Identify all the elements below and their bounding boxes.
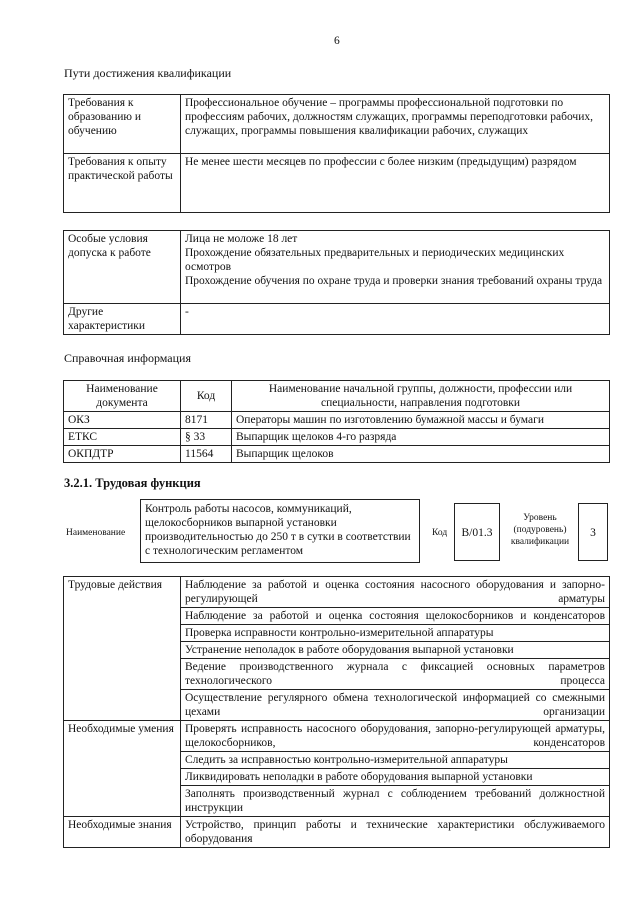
condition-item: Прохождение обязательных предварительных и периодических медицинских осмотров (185, 247, 565, 273)
code-box (454, 503, 500, 561)
table-cell-value: Не менее шести месяцев по профессии с более низким (предыдущим) разрядом (181, 154, 610, 213)
table-cell: ОКЗ (64, 412, 181, 429)
table-row (64, 95, 610, 154)
admission-table (63, 230, 610, 335)
action-item: Осуществление регулярного обмена технологической информацией со смежными цехами организации (181, 690, 610, 721)
actions-label: Трудовые действия (64, 577, 181, 721)
level-value: 3 (590, 527, 596, 539)
function-details-table (63, 576, 610, 848)
header-cell: Наименование начальной группы, должности, профессии или специальности, направления подготовки (232, 381, 610, 412)
table-cell-label: Требования к образованию и обучению (64, 95, 181, 154)
function-name-label: Наименование (66, 528, 126, 538)
action-item: Наблюдение за работой и оценка состояния насосного оборудования и запорно-регулирующей арматуры (181, 577, 610, 608)
action-item: Ведение производственного журнала с фиксацией основных параметров технологического процесса (181, 659, 610, 690)
condition-item: Прохождение обучения по охране труда и проверки знания требований охраны труда (185, 275, 603, 287)
table-cell-label: Особые условия допуска к работе (64, 231, 181, 304)
table-cell-value: - (181, 304, 610, 335)
table-cell: Выпарщик щелоков 4-го разряда (232, 429, 610, 446)
skill-item: Следить за исправностью контрольно-измерительной аппаратуры (181, 752, 610, 769)
table-cell: ЕТКС (64, 429, 181, 446)
table-cell-value: Профессиональное обучение – программы профессиональной подготовки по профессиям рабочих, должностям служащих, программы переподготовки рабочих, служащих, программы повышения квалификации рабочих, служащих (181, 95, 610, 154)
action-item: Наблюдение за работой и оценка состояния щелокосборников и конденсаторов (181, 608, 610, 625)
table-row (64, 304, 610, 335)
page-number: 6 (334, 35, 340, 47)
table-header-row (64, 381, 610, 412)
knowledge-item: Устройство, принцип работы и технические характеристики обслуживаемого оборудования (181, 817, 610, 848)
skill-item: Ликвидировать неполадки в работе оборудования выпарной установки (181, 769, 610, 786)
table-row (64, 412, 610, 429)
header-cell: Наименование документа (64, 381, 181, 412)
table-row (64, 721, 610, 752)
table-cell: § 33 (181, 429, 232, 446)
header-cell: Код (181, 381, 232, 412)
table-cell: Выпарщик щелоков (232, 446, 610, 463)
table-row (64, 429, 610, 446)
function-title: 3.2.1. Трудовая функция (64, 476, 201, 490)
level-box (578, 503, 608, 561)
skills-label: Необходимые умения (64, 721, 181, 817)
function-name-box (140, 499, 420, 563)
table-cell: 8171 (181, 412, 232, 429)
table-cell-value (181, 231, 610, 304)
table-row (64, 817, 610, 848)
table-cell: 11564 (181, 446, 232, 463)
skill-item: Заполнять производственный журнал с соблюдением требований должностной инструкции (181, 786, 610, 817)
action-item: Проверка исправности контрольно-измерительной аппаратуры (181, 625, 610, 642)
reference-title: Справочная информация (64, 351, 191, 365)
reference-table (63, 380, 610, 463)
code-label: Код (432, 528, 448, 538)
function-name-value: Контроль работы насосов, коммуникаций, щелокосборников выпарной установки производительностью до 250 т в сутки в соответствии с технологическим регламентом (145, 503, 411, 557)
table-row (64, 446, 610, 463)
table-cell-label: Требования к опыту практической работы (64, 154, 181, 213)
knowledge-label: Необходимые знания (64, 817, 181, 848)
qualification-table (63, 94, 610, 213)
condition-item: Лица не моложе 18 лет (185, 233, 298, 245)
table-row (64, 154, 610, 213)
table-row (64, 231, 610, 304)
code-value: B/01.3 (461, 527, 493, 539)
table-cell: Операторы машин по изготовлению бумажной массы и бумаги (232, 412, 610, 429)
action-item: Устранение неполадок в работе оборудования выпарной установки (181, 642, 610, 659)
skill-item: Проверять исправность насосного оборудования, запорно-регулирующей арматуры, щелокосборников, конденсаторов (181, 721, 610, 752)
paths-title: Пути достижения квалификации (64, 66, 232, 80)
table-row (64, 577, 610, 608)
level-label: Уровень (подуровень) квалификации (510, 513, 570, 547)
table-cell-label: Другие характеристики (64, 304, 181, 335)
table-cell: ОКПДТР (64, 446, 181, 463)
